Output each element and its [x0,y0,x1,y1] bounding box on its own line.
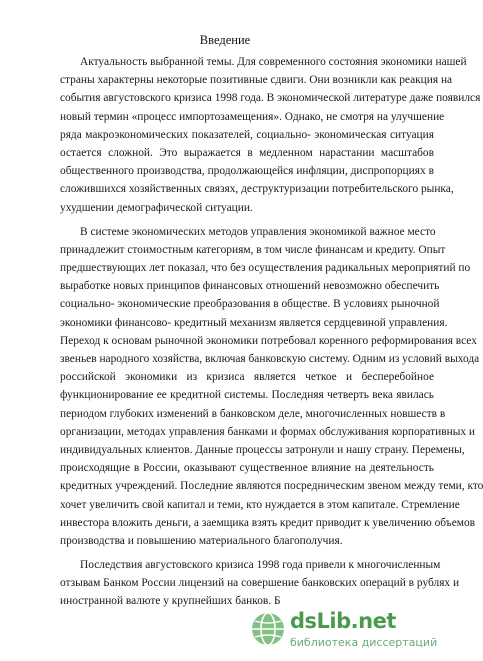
text-line: хочет увеличить свой капитал и теми, кто нуждается в этом капитале. Стремление [60,498,460,511]
watermark-subtitle: библиотека диссертаций [290,636,438,649]
text-line: В системе экономических методов управления экономикой важное место [80,225,436,238]
text-line: новый термин «процесс импортозамещения». Однако, не смотря на улучшение [60,110,445,123]
text-line: предшествующих лет показал, что без осуществления радикальных мероприятий по [60,262,471,275]
text-line: иностранной валюте у крупнейших банков. Б [60,595,281,608]
text-line: Актуальность выбранной темы. Для современного состояния экономики нашей [80,56,467,68]
text-line: организации, методах управления банками и формах обслуживания корпоративных и [60,425,476,438]
text-line: общественного производства, продолжающейся инфляции, диспропорциях в [60,165,434,178]
text-line: Переход к основам рыночной экономики потребовал коренного реформирования всех [60,334,477,347]
text-line: отзывам Банком России лицензий на совершение банковских операций в рублях и [60,577,460,590]
watermark-brand: dsLib.net [290,609,396,633]
text-line: принадлежит стоимостным категориям, в том числе финансам и кредиту. Опыт [60,243,446,256]
text-line: ухудшении демографической ситуации. [60,201,253,214]
text-line: производства и повышению материального благополучия. [60,534,343,547]
text-line: инвестора вложить деньги, а заемщика взять кредит приводит к увеличению объемов [60,516,476,529]
text-line: российской экономики из кризиса является четкое и бесперебойное [60,371,434,384]
text-line: социально- экономические преобразования в обществе. В условиях рыночной [60,298,440,311]
text-line: периодом глубоких изменений в банковском деле, многочисленных новшеств в [60,407,446,420]
text-line: события августовского кризиса 1998 года. В экономической литературе даже появился [60,92,481,105]
globe-icon [250,611,286,647]
text-line: функционирование ее кредитной системы. Последняя четверть века явилась [60,389,434,402]
document-body [60,53,483,611]
text-line: происходящие в России, оказывают существенное влияние на деятельность [60,462,434,475]
text-line: звеньев народного хозяйства, включая банковскую систему. Одним из условий выхода [60,353,480,365]
text-line: индивидуальных клиентов. Данные процессы затронули и нашу страну. Перемены, [60,443,465,456]
text-line: Последствия августовского кризиса 1998 года привели к многочисленным [80,559,441,572]
section-title: Введение [199,33,251,47]
text-line: ряда макроэкономических показателей, социально- экономическая ситуация [60,128,434,141]
text-line: страны характерны некоторые позитивные сдвиги. Они возникли как реакция на [60,74,453,87]
text-line: экономики финансово- кредитный механизм является сердцевиной управления. [60,316,448,329]
text-line: остается сложной. Это выражается в медленном нарастании масштабов [60,146,434,159]
text-line: выработке новых принципов финансовых отношений невозможно обеспечить [60,280,440,293]
text-line: сложившихся хозяйственных связях, деструктуризации потребительского рынка, [60,183,454,196]
text-line: кредитных учреждений. Последние являются посредническим звеном между теми, кто [60,480,483,493]
dslib-watermark [250,607,440,655]
